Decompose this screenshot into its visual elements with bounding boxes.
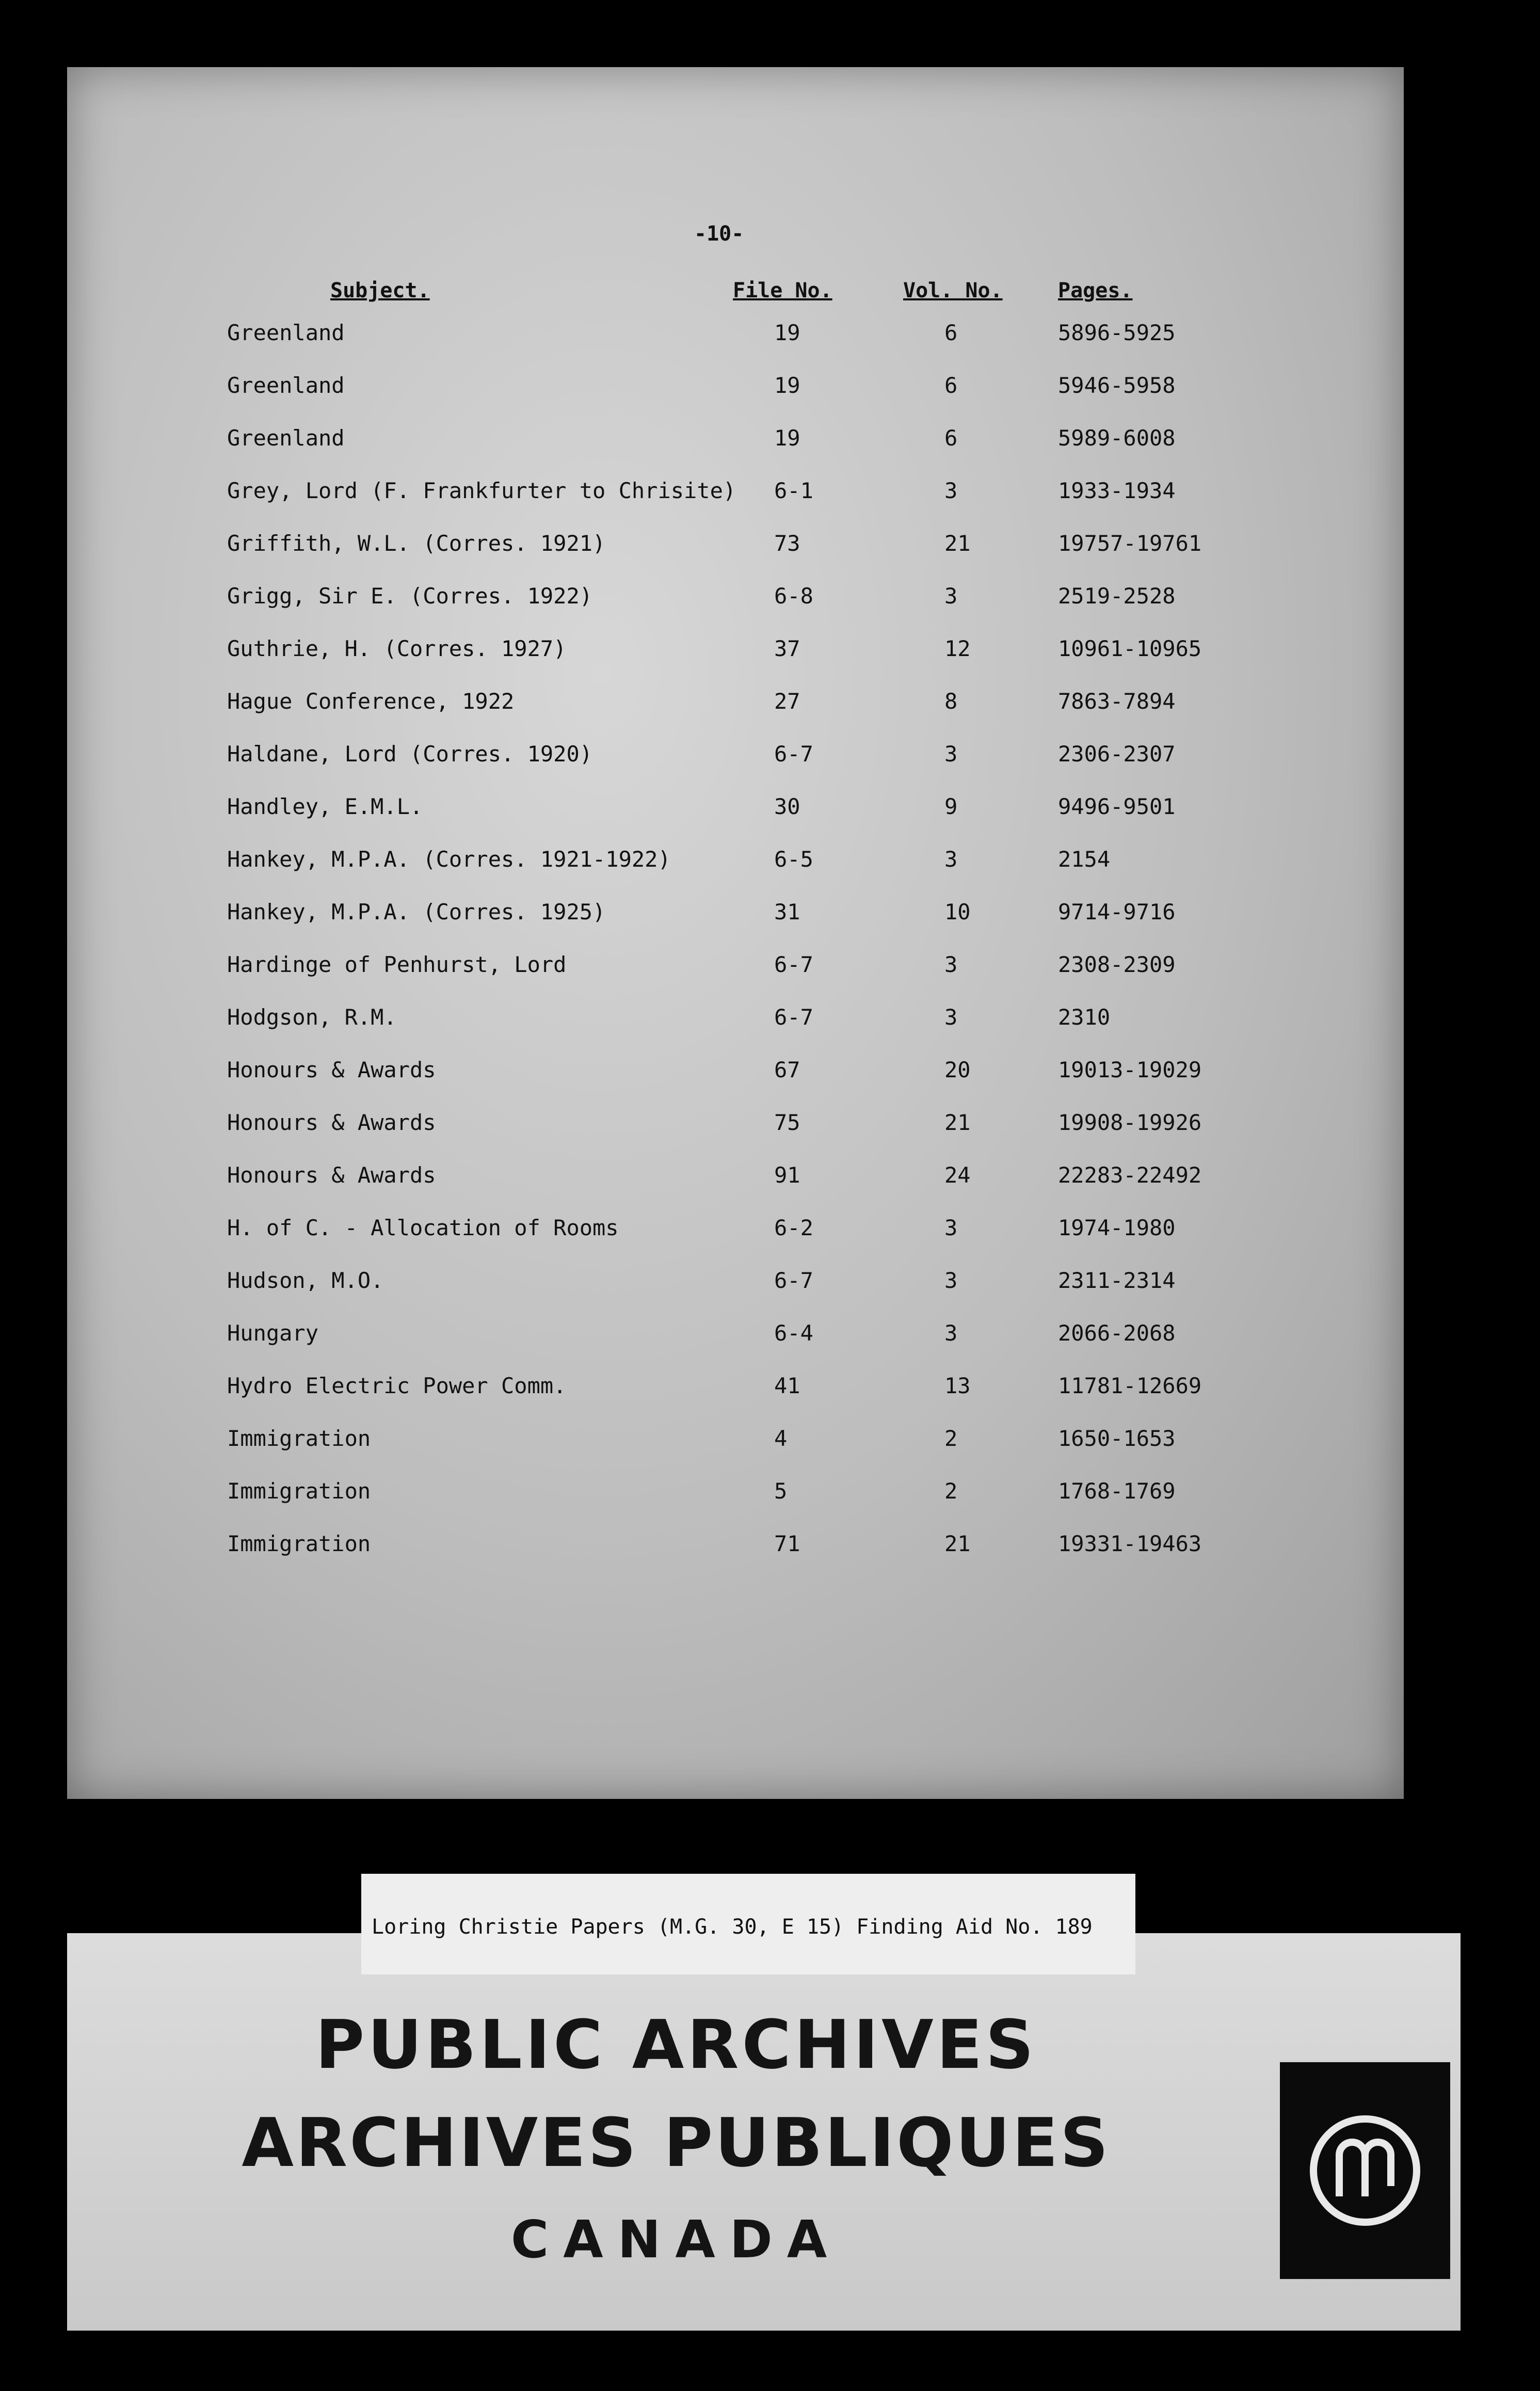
cell-file-no: 19	[774, 425, 800, 451]
cell-file-no: 71	[774, 1531, 800, 1556]
cell-subject: H. of C. - Allocation of Rooms	[227, 1215, 619, 1240]
cell-pages: 5946-5958	[1058, 373, 1176, 398]
cell-vol-no: 2	[944, 1426, 958, 1451]
cell-pages: 5896-5925	[1058, 320, 1176, 345]
cell-vol-no: 21	[944, 1110, 971, 1135]
cell-file-no: 73	[774, 531, 800, 556]
cell-subject: Greenland	[227, 320, 345, 345]
finding-aid-label-text: Loring Christie Papers (M.G. 30, E 15) Finding Aid No. 189	[372, 1915, 1093, 1939]
cell-pages: 19331-19463	[1058, 1531, 1202, 1556]
table-row	[67, 1257, 1404, 1310]
cell-subject: Hague Conference, 1922	[227, 689, 515, 714]
cell-file-no: 67	[774, 1057, 800, 1082]
cell-vol-no: 3	[944, 1268, 958, 1293]
table-row	[67, 1415, 1404, 1468]
cell-vol-no: 21	[944, 1531, 971, 1556]
cell-subject: Honours & Awards	[227, 1162, 436, 1188]
cell-file-no: 31	[774, 899, 800, 924]
cell-subject: Hudson, M.O.	[227, 1268, 384, 1293]
table-row	[67, 994, 1404, 1047]
page-number: -10-	[694, 222, 744, 246]
cell-vol-no: 3	[944, 1005, 958, 1030]
cell-pages: 2308-2309	[1058, 952, 1176, 977]
archives-banner	[67, 1933, 1461, 2331]
table-row	[67, 626, 1404, 678]
cell-subject: Honours & Awards	[227, 1057, 436, 1082]
cell-pages: 19013-19029	[1058, 1057, 1202, 1082]
table-row	[67, 468, 1404, 520]
cell-subject: Hodgson, R.M.	[227, 1005, 397, 1030]
cell-subject: Hydro Electric Power Comm.	[227, 1373, 567, 1398]
cell-subject: Griffith, W.L. (Corres. 1921)	[227, 531, 606, 556]
cell-vol-no: 12	[944, 636, 971, 661]
table-row	[67, 1310, 1404, 1363]
cell-pages: 19757-19761	[1058, 531, 1202, 556]
cell-vol-no: 6	[944, 425, 958, 451]
cell-pages: 2306-2307	[1058, 741, 1176, 767]
table-row	[67, 1047, 1404, 1099]
cell-file-no: 6-7	[774, 1005, 813, 1030]
table-row	[67, 1205, 1404, 1257]
cell-vol-no: 3	[944, 1320, 958, 1346]
cell-file-no: 6-7	[774, 1268, 813, 1293]
table-row	[67, 573, 1404, 626]
banner-line-archives-publiques: ARCHIVES PUBLIQUES	[242, 2103, 1111, 2182]
table-row	[67, 1363, 1404, 1415]
cell-pages: 2154	[1058, 847, 1111, 872]
header-file-no: File No.	[733, 279, 832, 302]
cell-file-no: 6-2	[774, 1215, 813, 1240]
cell-subject: Guthrie, H. (Corres. 1927)	[227, 636, 567, 661]
cell-subject: Immigration	[227, 1478, 371, 1504]
cell-pages: 19908-19926	[1058, 1110, 1202, 1135]
cell-subject: Immigration	[227, 1531, 371, 1556]
table-row	[67, 1152, 1404, 1205]
cell-vol-no: 8	[944, 689, 958, 714]
table-row	[67, 836, 1404, 889]
cell-vol-no: 6	[944, 320, 958, 345]
cell-vol-no: 6	[944, 373, 958, 398]
archives-canada-logo-icon	[1280, 2062, 1450, 2279]
cell-file-no: 19	[774, 320, 800, 345]
finding-aid-table	[67, 310, 1404, 1573]
cell-subject: Greenland	[227, 373, 345, 398]
table-row	[67, 678, 1404, 731]
cell-vol-no: 3	[944, 847, 958, 872]
cell-vol-no: 13	[944, 1373, 971, 1398]
cell-file-no: 5	[774, 1478, 788, 1504]
cell-pages: 9714-9716	[1058, 899, 1176, 924]
cell-pages: 7863-7894	[1058, 689, 1176, 714]
cell-pages: 22283-22492	[1058, 1162, 1202, 1188]
cell-subject: Honours & Awards	[227, 1110, 436, 1135]
cell-subject: Greenland	[227, 425, 345, 451]
table-row	[67, 784, 1404, 836]
table-row	[67, 889, 1404, 942]
cell-file-no: 6-7	[774, 952, 813, 977]
document-page	[67, 67, 1404, 1799]
cell-pages: 9496-9501	[1058, 794, 1176, 819]
cell-subject: Hardinge of Penhurst, Lord	[227, 952, 567, 977]
cell-subject: Handley, E.M.L.	[227, 794, 423, 819]
cell-pages: 2519-2528	[1058, 583, 1176, 609]
cell-pages: 2310	[1058, 1005, 1111, 1030]
cell-file-no: 37	[774, 636, 800, 661]
banner-line-public-archives: PUBLIC ARCHIVES	[315, 2005, 1037, 2084]
cell-file-no: 91	[774, 1162, 800, 1188]
cell-subject: Immigration	[227, 1426, 371, 1451]
cell-file-no: 27	[774, 689, 800, 714]
cell-subject: Grey, Lord (F. Frankfurter to Chrisite)	[227, 478, 736, 503]
cell-vol-no: 24	[944, 1162, 971, 1188]
cell-pages: 1974-1980	[1058, 1215, 1176, 1240]
cell-file-no: 6-7	[774, 741, 813, 767]
cell-subject: Hankey, M.P.A. (Corres. 1925)	[227, 899, 606, 924]
table-row	[67, 362, 1404, 415]
cell-vol-no: 21	[944, 531, 971, 556]
cell-file-no: 75	[774, 1110, 800, 1135]
table-row	[67, 942, 1404, 994]
cell-file-no: 6-1	[774, 478, 813, 503]
cell-file-no: 30	[774, 794, 800, 819]
finding-aid-label	[361, 1874, 1135, 1974]
cell-vol-no: 3	[944, 741, 958, 767]
table-row	[67, 731, 1404, 784]
table-row	[67, 1521, 1404, 1573]
cell-vol-no: 10	[944, 899, 971, 924]
cell-vol-no: 9	[944, 794, 958, 819]
cell-pages: 10961-10965	[1058, 636, 1202, 661]
cell-subject: Hungary	[227, 1320, 319, 1346]
cell-pages: 1933-1934	[1058, 478, 1176, 503]
cell-subject: Haldane, Lord (Corres. 1920)	[227, 741, 593, 767]
table-row	[67, 1468, 1404, 1521]
cell-vol-no: 3	[944, 478, 958, 503]
cell-pages: 2311-2314	[1058, 1268, 1176, 1293]
table-row	[67, 520, 1404, 573]
cell-vol-no: 3	[944, 952, 958, 977]
cell-file-no: 4	[774, 1426, 788, 1451]
banner-line-canada: CANADA	[510, 2209, 842, 2270]
table-row	[67, 310, 1404, 362]
cell-file-no: 6-8	[774, 583, 813, 609]
header-subject: Subject.	[330, 279, 430, 302]
cell-pages: 11781-12669	[1058, 1373, 1202, 1398]
cell-file-no: 41	[774, 1373, 800, 1398]
header-pages: Pages.	[1058, 279, 1133, 302]
cell-subject: Grigg, Sir E. (Corres. 1922)	[227, 583, 593, 609]
cell-vol-no: 3	[944, 583, 958, 609]
table-row	[67, 1099, 1404, 1152]
cell-file-no: 19	[774, 373, 800, 398]
cell-pages: 1768-1769	[1058, 1478, 1176, 1504]
cell-vol-no: 3	[944, 1215, 958, 1240]
cell-vol-no: 20	[944, 1057, 971, 1082]
header-vol-no: Vol. No.	[903, 279, 1003, 302]
cell-pages: 2066-2068	[1058, 1320, 1176, 1346]
cell-file-no: 6-5	[774, 847, 813, 872]
cell-file-no: 6-4	[774, 1320, 813, 1346]
cell-pages: 1650-1653	[1058, 1426, 1176, 1451]
table-row	[67, 415, 1404, 468]
cell-subject: Hankey, M.P.A. (Corres. 1921-1922)	[227, 847, 671, 872]
cell-vol-no: 2	[944, 1478, 958, 1504]
cell-pages: 5989-6008	[1058, 425, 1176, 451]
